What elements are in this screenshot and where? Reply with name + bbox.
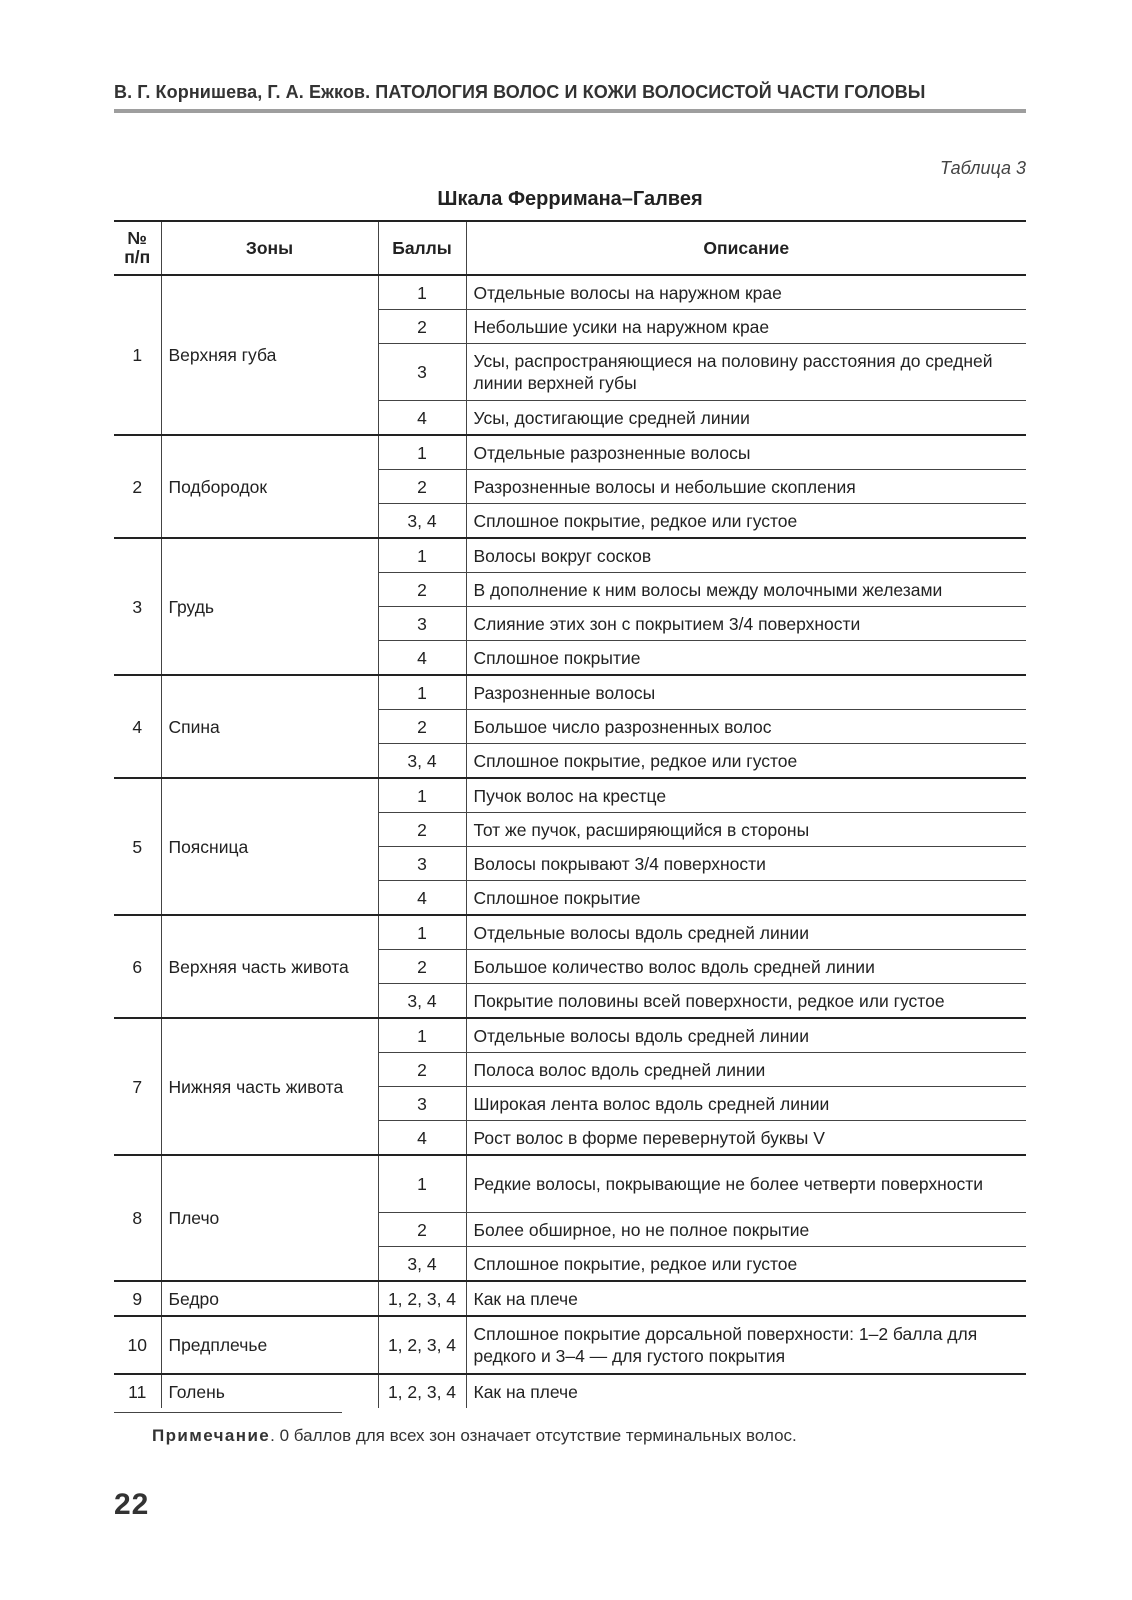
- zone-name-cell: Грудь: [161, 538, 378, 675]
- description-cell: Сплошное покрытие, редкое или густое: [466, 744, 1026, 779]
- description-cell: Слияние этих зон с покрытием 3/4 поверхности: [466, 607, 1026, 641]
- points-cell: 3, 4: [378, 984, 466, 1019]
- points-cell: 2: [378, 813, 466, 847]
- points-cell: 1: [378, 1018, 466, 1053]
- zone-name-cell: Верхняя часть живота: [161, 915, 378, 1018]
- header-num-line2: п/п: [124, 247, 151, 267]
- table-header: [114, 221, 1026, 275]
- points-cell: 4: [378, 401, 466, 436]
- description-cell: Широкая лента волос вдоль средней линии: [466, 1087, 1026, 1121]
- description-cell: Редкие волосы, покрывающие не более четверти поверхности: [466, 1155, 1026, 1213]
- description-cell: Небольшие усики на наружном крае: [466, 310, 1026, 344]
- points-cell: 1: [378, 778, 466, 813]
- header-num-line1: №: [127, 228, 147, 248]
- note-rule: [114, 1412, 342, 1413]
- points-cell: 2: [378, 470, 466, 504]
- description-cell: Сплошное покрытие дорсальной поверхности: 1–2 балла для редкого и 3–4 — для густого покрытия: [466, 1316, 1026, 1374]
- zone-name-cell: Поясница: [161, 778, 378, 915]
- zone-name-cell: Бедро: [161, 1281, 378, 1316]
- points-cell: 1: [378, 435, 466, 470]
- points-cell: 4: [378, 1121, 466, 1156]
- page-number: 22: [114, 1488, 150, 1521]
- zone-number-cell: 6: [114, 915, 161, 1018]
- table-row: [114, 435, 1026, 470]
- running-head-rule: [114, 109, 1026, 113]
- table-header-row: [114, 221, 1026, 275]
- points-cell: 3, 4: [378, 744, 466, 779]
- table-row: [114, 675, 1026, 710]
- points-cell: 4: [378, 881, 466, 916]
- zone-name-cell: Верхняя губа: [161, 275, 378, 435]
- description-cell: Более обширное, но не полное покрытие: [466, 1213, 1026, 1247]
- zone-number-cell: 2: [114, 435, 161, 538]
- description-cell: Отдельные волосы на наружном крае: [466, 275, 1026, 310]
- header-zones: Зоны: [161, 221, 378, 275]
- points-cell: 2: [378, 710, 466, 744]
- description-cell: Отдельные разрозненные волосы: [466, 435, 1026, 470]
- points-cell: 2: [378, 310, 466, 344]
- points-cell: 3: [378, 1087, 466, 1121]
- points-cell: 3: [378, 847, 466, 881]
- points-cell: 3: [378, 607, 466, 641]
- table-row: [114, 1018, 1026, 1053]
- points-cell: 2: [378, 573, 466, 607]
- description-cell: Сплошное покрытие: [466, 641, 1026, 676]
- header-description: Описание: [466, 221, 1026, 275]
- running-head: В. Г. Корнишева, Г. А. Ежков. ПАТОЛОГИЯ ВОЛОС И КОЖИ ВОЛОСИСТОЙ ЧАСТИ ГОЛОВЫ: [114, 82, 926, 102]
- zone-name-cell: Подбородок: [161, 435, 378, 538]
- points-cell: 1: [378, 538, 466, 573]
- zone-number-cell: 7: [114, 1018, 161, 1155]
- header-num: [114, 221, 161, 275]
- table-body: [114, 275, 1026, 1408]
- table-row: [114, 538, 1026, 573]
- points-cell: 1: [378, 275, 466, 310]
- points-cell: 2: [378, 1213, 466, 1247]
- description-cell: Большое количество волос вдоль средней линии: [466, 950, 1026, 984]
- zone-name-cell: Плечо: [161, 1155, 378, 1281]
- description-cell: Волосы вокруг сосков: [466, 538, 1026, 573]
- description-cell: Рост волос в форме перевернутой буквы V: [466, 1121, 1026, 1156]
- points-cell: 2: [378, 1053, 466, 1087]
- zone-number-cell: 5: [114, 778, 161, 915]
- points-cell: 4: [378, 641, 466, 676]
- points-cell: 1, 2, 3, 4: [378, 1281, 466, 1316]
- table-row: [114, 1155, 1026, 1213]
- note-text: . 0 баллов для всех зон означает отсутствие терминальных волос.: [270, 1426, 797, 1445]
- description-cell: Разрозненные волосы и небольшие скопления: [466, 470, 1026, 504]
- points-cell: 1, 2, 3, 4: [378, 1374, 466, 1408]
- zone-name-cell: Предплечье: [161, 1316, 378, 1374]
- description-cell: Усы, достигающие средней линии: [466, 401, 1026, 436]
- description-cell: Разрозненные волосы: [466, 675, 1026, 710]
- points-cell: 1: [378, 915, 466, 950]
- zone-number-cell: 10: [114, 1316, 161, 1374]
- points-cell: 1, 2, 3, 4: [378, 1316, 466, 1374]
- points-cell: 2: [378, 950, 466, 984]
- points-cell: 1: [378, 1155, 466, 1213]
- zone-name-cell: Нижняя часть живота: [161, 1018, 378, 1155]
- ferriman-gallwey-table: [114, 220, 1026, 1408]
- description-cell: Сплошное покрытие, редкое или густое: [466, 1247, 1026, 1282]
- table-title: Шкала Ферримана–Галвея: [437, 188, 703, 210]
- points-cell: 1: [378, 675, 466, 710]
- table-note: [152, 1426, 797, 1446]
- description-cell: Сплошное покрытие: [466, 881, 1026, 916]
- description-cell: Волосы покрывают 3/4 поверхности: [466, 847, 1026, 881]
- table-row: [114, 915, 1026, 950]
- header-points: Баллы: [378, 221, 466, 275]
- table-row: [114, 275, 1026, 310]
- description-cell: Большое число разрозненных волос: [466, 710, 1026, 744]
- description-cell: Покрытие половины всей поверхности, редкое или густое: [466, 984, 1026, 1019]
- table-row: [114, 1316, 1026, 1374]
- description-cell: Сплошное покрытие, редкое или густое: [466, 504, 1026, 539]
- table-row: [114, 1374, 1026, 1408]
- description-cell: Усы, распространяющиеся на половину расстояния до средней линии верхней губы: [466, 344, 1026, 401]
- table-row: [114, 778, 1026, 813]
- description-cell: Тот же пучок, расширяющийся в стороны: [466, 813, 1026, 847]
- zone-name-cell: Голень: [161, 1374, 378, 1408]
- table-number: Таблица 3: [939, 158, 1026, 178]
- points-cell: 3, 4: [378, 504, 466, 539]
- zone-number-cell: 8: [114, 1155, 161, 1281]
- note-label: Примечание: [152, 1426, 271, 1445]
- points-cell: 3, 4: [378, 1247, 466, 1282]
- zone-number-cell: 11: [114, 1374, 161, 1408]
- zone-number-cell: 3: [114, 538, 161, 675]
- zone-number-cell: 4: [114, 675, 161, 778]
- description-cell: Пучок волос на крестце: [466, 778, 1026, 813]
- points-cell: 3: [378, 344, 466, 401]
- description-cell: В дополнение к ним волосы между молочными железами: [466, 573, 1026, 607]
- description-cell: Полоса волос вдоль средней линии: [466, 1053, 1026, 1087]
- description-cell: Как на плече: [466, 1281, 1026, 1316]
- table-row: [114, 1281, 1026, 1316]
- description-cell: Отдельные волосы вдоль средней линии: [466, 915, 1026, 950]
- zone-name-cell: Спина: [161, 675, 378, 778]
- description-cell: Как на плече: [466, 1374, 1026, 1408]
- zone-number-cell: 1: [132, 345, 143, 365]
- description-cell: Отдельные волосы вдоль средней линии: [466, 1018, 1026, 1053]
- zone-number-cell: 9: [114, 1281, 161, 1316]
